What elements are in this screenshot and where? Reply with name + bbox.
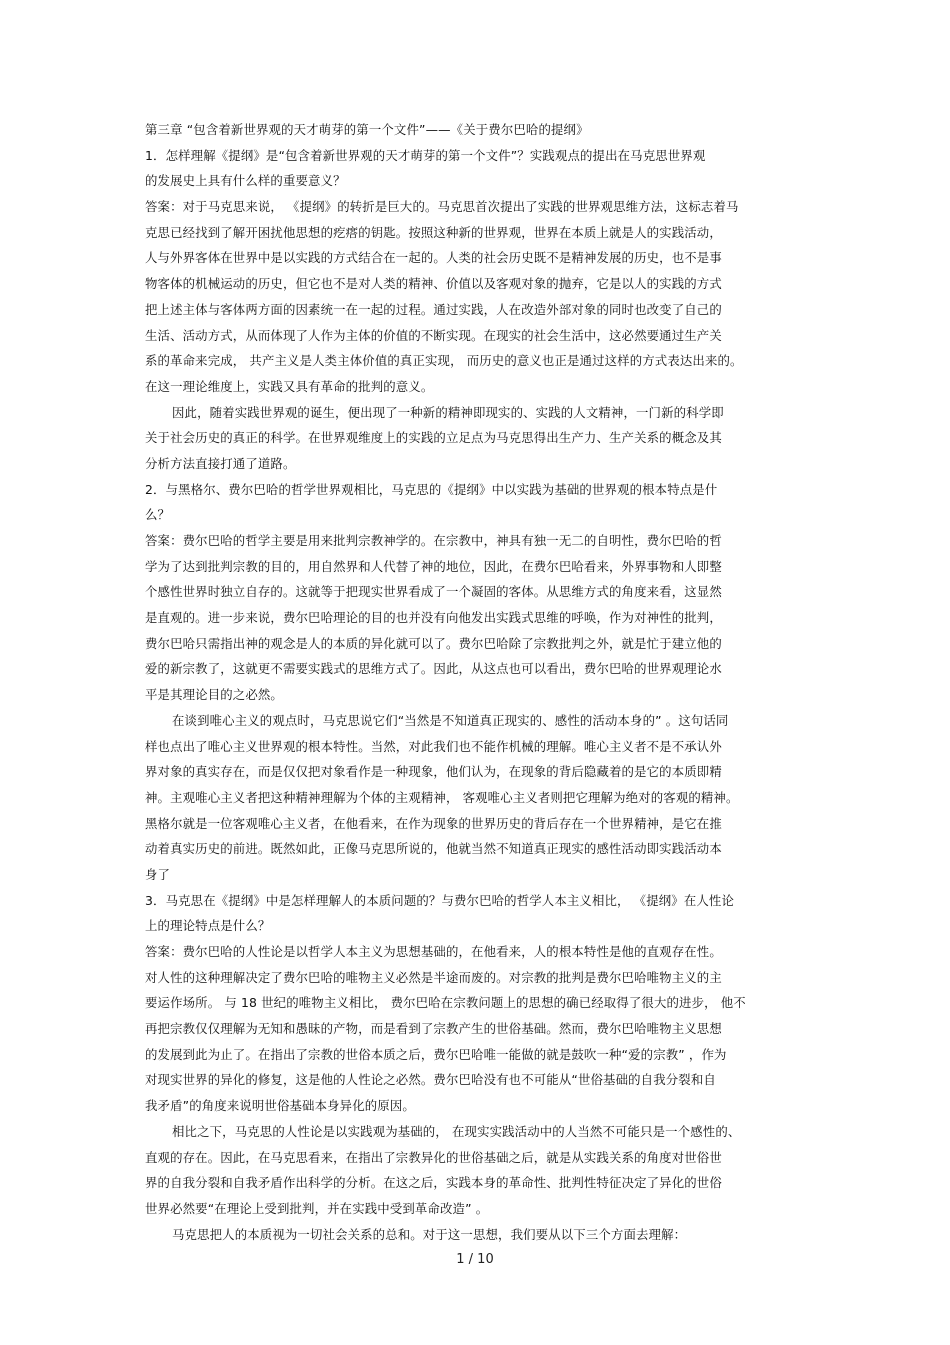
text-line: 费尔巴哈只需指出神的观念是人的本质的异化就可以了。费尔巴哈除了宗教批判之外，就是忙于建立他的 (145, 635, 722, 651)
text-line: 黑格尔就是一位客观唯心主义者，在他看来，在作为现象的世界历史的背后存在一个世界精神，是它在推 (145, 815, 722, 831)
text-line: 相比之下，马克思的人性论是以实践观为基础的， 在现实实践活动中的人当然不可能只是一个感性的、 (172, 1123, 741, 1139)
text-line: 我矛盾”的角度来说明世俗基础本身异化的原因。 (145, 1098, 415, 1114)
text-line: 爱的新宗教了，这就更不需要实践式的思维方式了。因此，从这点也可以看出，费尔巴哈的世界观理论水 (145, 661, 722, 677)
text-line: 的发展到此为止了。在指出了宗教的世俗本质之后，费尔巴哈唯一能做的就是鼓吹一种“爱的宗教” ，作为 (145, 1046, 727, 1062)
text-line: 么？ (145, 507, 171, 523)
text-line: 学为了达到批判宗教的目的，用自然界和人代替了神的地位，因此，在费尔巴哈看来，外界事物和人即整 (145, 558, 722, 574)
text-line: 答案：费尔巴哈的哲学主要是用来批判宗教神学的。在宗教中，神具有独一无二的自明性，费尔巴哈的哲 (145, 533, 722, 548)
text-line: 样也点出了唯心主义世界观的根本特性。当然，对此我们也不能作机械的理解。唯心主义者不是不承认外 (145, 738, 722, 754)
text-line: 要运作场所。 与 18 世纪的唯物主义相比， 费尔巴哈在宗教问题上的思想的确已经取得了很大的进步， 他不 (145, 995, 746, 1011)
text-line: 人与外界客体在世界中是以实践的方式结合在一起的。人类的社会历史既不是精神发展的历史，也不是事 (145, 250, 722, 266)
text-line: 物客体的机械运动的历史，但它也不是对人类的精神、价值以及客观对象的抛弃，它是以人的实践的方式 (145, 276, 722, 292)
text-line: 界对象的真实存在，而是仅仅把对象看作是一种现象，他们认为，在现象的背后隐藏着的是它的本质即精 (145, 764, 722, 780)
text-line: 系的革命来完成， 共产主义是人类主体价值的真正实现， 而历史的意义也正是通过这样的方式表达出来的。 (145, 353, 743, 369)
text-line: 神。主观唯心主义者把这种精神理解为个体的主观精神， 客观唯心主义者则把它理解为绝对的客观的精神。 (145, 789, 739, 805)
page-number: 1 / 10 (456, 1252, 494, 1267)
text-line: 身了 (145, 866, 171, 882)
text-line: 3．马克思在《提纲》中是怎样理解人的本质问题的？与费尔巴哈的哲学人本主义相比， 《提纲》在人性论 (145, 892, 734, 908)
text-line: 关于社会历史的真正的科学。在世界观维度上的实践的立足点为马克思得出生产力、生产关系的概念及其 (145, 430, 722, 446)
text-line: 世界必然要“在理论上受到批判，并在实践中受到革命改造” 。 (145, 1200, 489, 1216)
text-line: 1．怎样理解《提纲》是“包含着新世界观的天才萌芽的第一个文件”？实践观点的提出在马克思世界观 (145, 147, 706, 163)
text-line: 分析方法直接打通了道路。 (145, 455, 296, 471)
text-line: 答案：费尔巴哈的人性论是以哲学人本主义为思想基础的，在他看来，人的根本特性是他的直观存在性。 (145, 944, 722, 959)
text-line: 是直观的。进一步来说，费尔巴哈理论的目的也并没有向他发出实践式思维的呼唤，作为对神性的批判， (145, 610, 722, 626)
text-line: 对人性的这种理解决定了费尔巴哈的唯物主义必然是半途而废的。对宗教的批判是费尔巴哈唯物主义的主 (145, 969, 722, 985)
text-line: 直观的存在。因此，在马克思看来，在指出了宗教异化的世俗基础之后，就是从实践关系的角度对世俗世 (145, 1149, 722, 1165)
text-line: 的发展史上具有什么样的重要意义？ (145, 173, 346, 189)
document-body (145, 117, 810, 1247)
text-line: 界的自我分裂和自我矛盾作出科学的分析。在这之后，实践本身的革命性、批判性特征决定了异化的世俗 (145, 1175, 722, 1191)
text-line: 因此，随着实践世界观的诞生，便出现了一种新的精神即现实的、实践的人文精神，一门新的科学即 (172, 404, 724, 420)
text-line: 对现实世界的异化的修复，这是他的人性论之必然。费尔巴哈没有也不可能从“世俗基础的自我分裂和自 (145, 1072, 716, 1088)
text-line: 个感性世界时独立自存的。这就等于把现实世界看成了一个凝固的客体。从思维方式的角度来看，这显然 (145, 584, 722, 600)
text-line: 在谈到唯心主义的观点时，马克思说它们“当然是不知道真正现实的、感性的活动本身的” 。这句话同 (172, 712, 729, 728)
text-line: 2．与黑格尔、费尔巴哈的哲学世界观相比，马克思的《提纲》中以实践为基础的世界观的根本特点是什 (145, 481, 718, 497)
text-line: 上的理论特点是什么？ (145, 918, 271, 934)
text-line: 动着真实历史的前进。既然如此，正像马克思所说的，他就当然不知道真正现实的感性活动即实践活动本 (145, 841, 722, 857)
text-line: 答案：对于马克思来说， 《提纲》的转折是巨大的。马克思首次提出了实践的世界观思维方法，这标志着马 (145, 199, 739, 215)
text-line: 克思已经找到了解开困扰他思想的疙瘩的钥匙。按照这种新的世界观，世界在本质上就是人的实践活动， (145, 224, 722, 240)
text-line: 在这一理论维度上，实践又具有革命的批判的意义。 (145, 378, 434, 394)
text-line: 把上述主体与客体两方面的因素统一在一起的过程。通过实践，人在改造外部对象的同时也改变了自己的 (145, 301, 722, 317)
text-line: 第三章 “包含着新世界观的天才萌芽的第一个文件”——《关于费尔巴哈的提纲》 (145, 122, 589, 137)
text-line: 马克思把人的本质视为一切社会关系的总和。对于这一思想，我们要从以下三个方面去理解： (172, 1226, 687, 1242)
text-line: 平是其理论目的之必然。 (145, 687, 283, 703)
text-line: 生活、活动方式，从而体现了人作为主体的价值的不断实现。在现实的社会生活中，这必然要通过生产关 (145, 327, 722, 343)
text-line: 再把宗教仅仅理解为无知和愚昧的产物，而是看到了宗教产生的世俗基础。然而，费尔巴哈唯物主义思想 (145, 1021, 722, 1037)
